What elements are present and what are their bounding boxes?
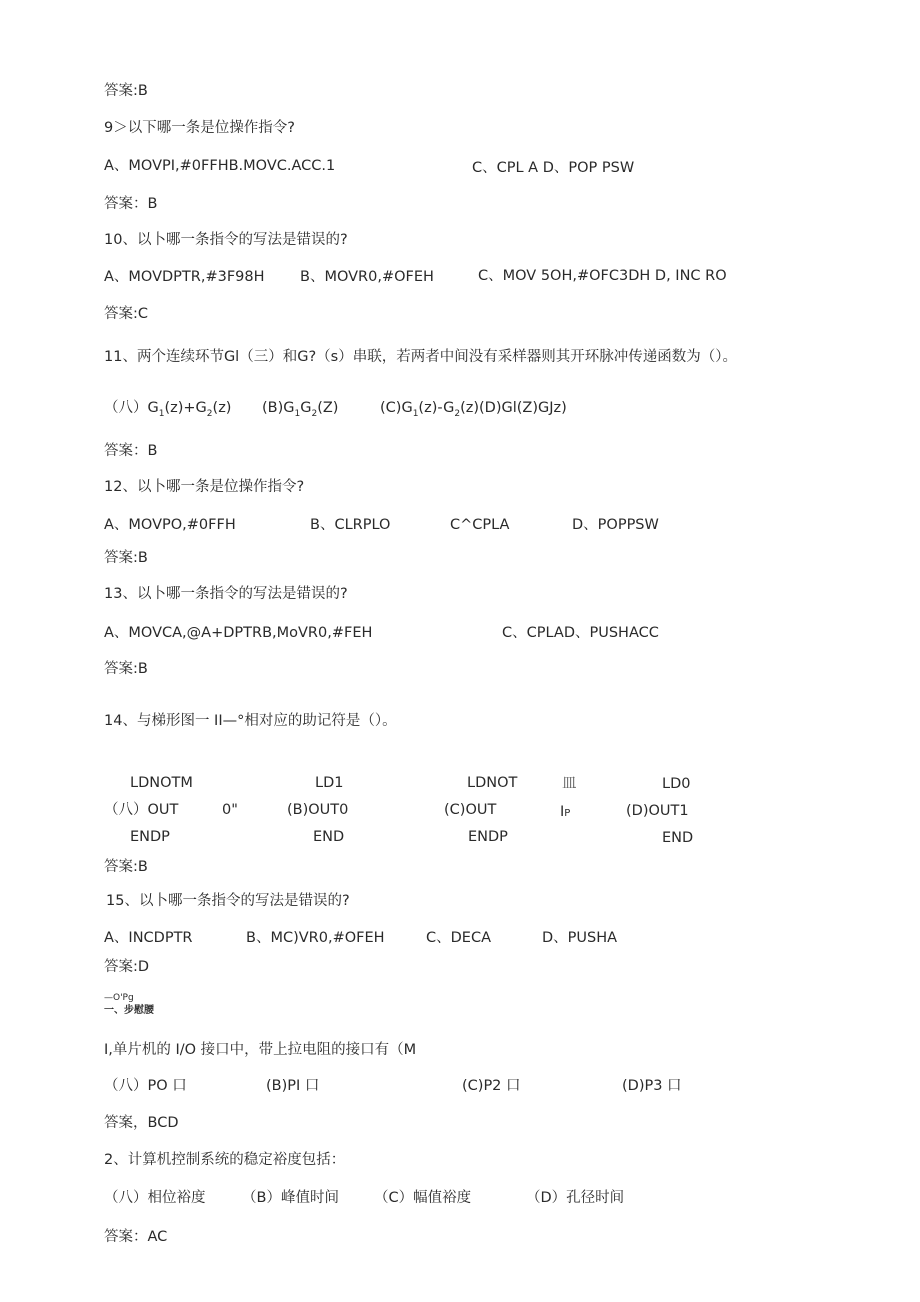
q14-d-line3: END [662, 830, 694, 846]
q11-a-g: G [147, 400, 159, 416]
question-13: 13、以卜哪一条指令的写法是错误的? [104, 586, 348, 602]
answer-m1: 答案，BCD [104, 1115, 179, 1131]
q9-options-cd: C、CPL A D、POP PSW [472, 160, 635, 176]
q11-c-mid: (z)-G [418, 400, 455, 416]
q14-a-line1: LDNOTM [130, 775, 193, 791]
q12-option-d: D、POPPSW [572, 517, 659, 533]
question-14: 14、与梯形图一 II—°相对应的助记符是（）。 [104, 713, 397, 729]
q11-a-sub1: 1 [158, 408, 165, 419]
q15-option-c: C、DECA [426, 930, 491, 946]
answer-q8: 答案:B [104, 83, 148, 99]
q11-c-sub1: 1 [412, 408, 419, 419]
section-title: 一、步慰腰 [104, 1005, 154, 1016]
m2-option-b: （B）峰值时间 [242, 1190, 339, 1206]
q11-a-sub2: 2 [206, 408, 213, 419]
q10-option-a: A、MOVDPTR,#3F98H [104, 269, 265, 285]
q11-option-b [262, 399, 338, 417]
answer-q15: 答案:D [104, 959, 150, 975]
q14-b-line2: (B)OUT0 [287, 802, 349, 818]
q11-a-mid: (z)+G [164, 400, 207, 416]
q10-option-b: B、MOVR0,#OFEH [300, 269, 434, 285]
q14-c-ip-i: I [560, 804, 565, 820]
answer-m2: 答案：AC [104, 1229, 168, 1245]
q11-c-end: (z)(D)Gl(Z)GJz) [460, 400, 567, 416]
question-10: 10、以卜哪一条指令的写法是错误的? [104, 232, 348, 248]
m1-option-d: (D)P3 口 [622, 1078, 682, 1094]
q11-b-sub1: 1 [294, 408, 301, 419]
q14-d-line2: (D)OUT1 [626, 803, 689, 819]
q14-c-ip-p: P [564, 808, 571, 819]
q11-b-sub2: 2 [311, 408, 318, 419]
question-11: 11、两个连续环节Gl（三）和G?（s）串联，若两者中间没有采样器则其开环脉冲传递函数为（）。 [104, 349, 737, 365]
q15-option-a: A、INCDPTR [104, 930, 193, 946]
q14-d-line1: LD0 [662, 776, 691, 792]
answer-q14: 答案:B [104, 859, 148, 875]
q11-c-pre: (C)G [380, 400, 413, 416]
answer-q13: 答案:B [104, 661, 148, 677]
q13-options-ab: A、MOVCA,@A+DPTRB,MoVR0,#FEH [104, 625, 373, 641]
q11-b-mid: G [300, 400, 312, 416]
q12-option-a: A、MOVPO,#0FFH [104, 517, 236, 533]
multi-question-2: 2、计算机控制系统的稳定裕度包括： [104, 1152, 346, 1168]
question-15: 15、以卜哪一条指令的写法是错误的? [106, 893, 350, 909]
q9-options-ab: A、MOVPI,#0FFHB.MOVC.ACC.1 [104, 158, 336, 174]
q12-option-c: C^CPLA [450, 517, 510, 533]
section-tiny-label: —O'Pg [104, 993, 134, 1003]
q14-c-ip [560, 803, 570, 823]
m1-option-a: （八）PO 口 [104, 1078, 187, 1094]
q15-option-d: D、PUSHA [542, 930, 618, 946]
q14-glyph: 皿 [562, 776, 577, 792]
q14-a-line2: （八）OUT [104, 802, 179, 818]
q14-c-line1: LDNOT [467, 775, 518, 791]
answer-q12: 答案:B [104, 550, 148, 566]
m1-option-c: (C)P2 口 [462, 1078, 521, 1094]
m1-option-b: (B)PI 口 [266, 1078, 320, 1094]
q14-a-note: 0" [222, 802, 238, 818]
q14-b-line3: END [313, 829, 345, 845]
q12-option-b: B、CLRPLO [310, 517, 391, 533]
m2-option-a: （八）相位裕度 [104, 1190, 206, 1206]
q11-a-prefix: （八） [104, 400, 148, 416]
q11-option-a [104, 399, 231, 417]
answer-q10: 答案:C [104, 306, 149, 322]
q14-c-line3: ENDP [468, 829, 508, 845]
q15-option-b: B、MC)VR0,#OFEH [246, 930, 385, 946]
answer-q9: 答案：B [104, 196, 158, 212]
q11-b-pre: (B)G [262, 400, 295, 416]
q13-options-cd: C、CPLAD、PUSHACC [502, 625, 659, 641]
q11-a-end: (z) [212, 400, 232, 416]
q10-options-cd: C、MOV 5OH,#OFC3DH D, INC RO [478, 268, 727, 284]
q11-options-cd [380, 399, 567, 417]
q11-c-sub2: 2 [454, 408, 461, 419]
q11-b-end: (Z) [317, 400, 339, 416]
q14-c-line2: (C)OUT [444, 802, 497, 818]
question-12: 12、以卜哪一条是位操作指令? [104, 479, 305, 495]
multi-question-1: I,单片机的 I/O 接口中，带上拉电阻的接口有（M [104, 1042, 417, 1058]
m2-option-d: （D）孔径时间 [526, 1190, 625, 1206]
q14-b-line1: LD1 [315, 775, 344, 791]
q14-a-line3: ENDP [130, 829, 170, 845]
answer-q11: 答案：B [104, 443, 158, 459]
question-9: 9＞以下哪一条是位操作指令? [104, 120, 295, 136]
m2-option-c: （C）幅值裕度 [374, 1190, 472, 1206]
